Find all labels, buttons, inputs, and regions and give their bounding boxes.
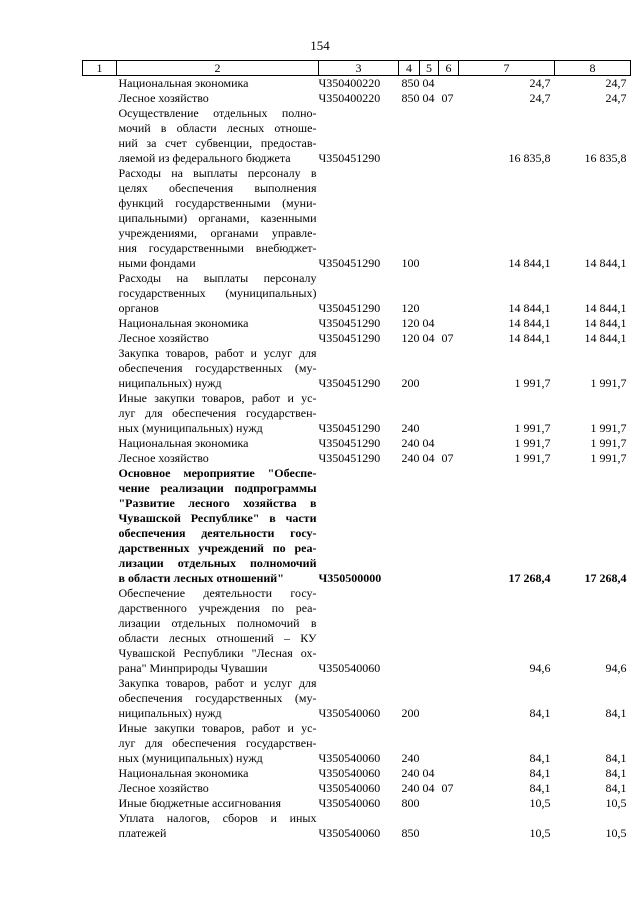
row-name-line: Национальная экономика xyxy=(118,76,249,90)
subsection-code xyxy=(439,271,459,316)
subsection-code xyxy=(439,391,459,436)
target-article-code: Ч350451290 xyxy=(318,301,381,315)
expense-type-code: 120 xyxy=(401,331,420,345)
section-code: 04 xyxy=(422,91,435,105)
amount-col7: 14 844,1 xyxy=(508,331,551,345)
row-name-cell xyxy=(117,346,319,391)
row-name-line: функций государственными (муни- xyxy=(118,196,317,210)
row-name-cell xyxy=(117,796,319,811)
row-name-line: органов xyxy=(118,301,159,315)
expense-type-code: 240 xyxy=(401,751,420,765)
table-row xyxy=(83,331,631,346)
row-name-line: Лесное хозяйство xyxy=(118,331,209,345)
row-number-cell xyxy=(83,271,117,316)
target-article-code: Ч350451290 xyxy=(318,256,381,270)
row-name-line: целях обеспечения выполнения xyxy=(118,181,317,195)
row-number-cell xyxy=(83,796,117,811)
row-number-cell xyxy=(83,331,117,346)
amount-col7: 10,5 xyxy=(529,796,551,810)
expense-type-code: 800 xyxy=(401,796,420,810)
row-name-cell xyxy=(117,466,319,586)
row-name-line: платежей xyxy=(118,826,167,840)
amount-col7: 84,1 xyxy=(529,751,551,765)
row-name-line: Иные закупки товаров, работ и ус- xyxy=(118,391,317,405)
subsection-code xyxy=(439,721,459,766)
section-code: 04 xyxy=(422,781,435,795)
target-article-code: Ч350540060 xyxy=(318,796,381,810)
row-name-line: луг для обеспечения государствен- xyxy=(118,406,317,420)
row-name-line: ципальными) органами, казенными xyxy=(118,211,317,225)
row-name-line: Иные бюджетные ассигнования xyxy=(118,796,281,810)
amount-col7: 14 844,1 xyxy=(508,256,551,270)
table-row xyxy=(83,436,631,451)
target-article-code: Ч350451290 xyxy=(318,436,381,450)
expense-type-code: 240 xyxy=(401,436,420,450)
row-number-cell xyxy=(83,106,117,166)
section-code xyxy=(420,166,439,271)
amount-col7: 1 991,7 xyxy=(514,421,551,435)
amount-col7: 14 844,1 xyxy=(508,316,551,330)
section-code xyxy=(420,586,439,676)
row-name-cell xyxy=(117,781,319,796)
row-name-cell xyxy=(117,91,319,106)
target-article-code: Ч350451290 xyxy=(318,376,381,390)
row-name-cell xyxy=(117,766,319,781)
row-name-line: Национальная экономика xyxy=(118,436,249,450)
expense-type-code: 120 xyxy=(401,301,420,315)
expense-type-code: 850 xyxy=(401,76,420,90)
row-number-cell xyxy=(83,721,117,766)
row-name-line: Основное мероприятие "Обеспе- xyxy=(118,466,317,480)
table-row xyxy=(83,781,631,796)
amount-col8: 10,5 xyxy=(605,796,627,810)
header-cell: 1 xyxy=(83,61,117,76)
subsection-code xyxy=(439,811,459,841)
row-name-line: Чувашской Республике" в части xyxy=(118,511,317,525)
section-code xyxy=(420,811,439,841)
amount-col8: 16 835,8 xyxy=(584,151,627,165)
table-row xyxy=(83,106,631,166)
row-number-cell xyxy=(83,811,117,841)
expense-type-code: 240 xyxy=(401,421,420,435)
section-code: 04 xyxy=(422,76,435,90)
row-number-cell xyxy=(83,76,117,92)
row-name-line: ниципальных) нужд xyxy=(118,376,222,390)
target-article-code: Ч350540060 xyxy=(318,826,381,840)
row-name-cell xyxy=(117,166,319,271)
row-name-cell xyxy=(117,586,319,676)
amount-col8: 10,5 xyxy=(605,826,627,840)
header-cell: 3 xyxy=(319,61,399,76)
row-number-cell xyxy=(83,91,117,106)
amount-col7: 14 844,1 xyxy=(508,301,551,315)
table-row xyxy=(83,166,631,271)
amount-col7: 16 835,8 xyxy=(508,151,551,165)
target-article-code: Ч350451290 xyxy=(318,331,381,345)
table-row xyxy=(83,316,631,331)
subsection-code xyxy=(439,586,459,676)
expense-type-code xyxy=(399,586,420,676)
row-name-line: Чувашской Республики "Лесная ох- xyxy=(118,646,317,660)
subsection-code xyxy=(439,676,459,721)
amount-col7: 1 991,7 xyxy=(514,451,551,465)
expense-type-code: 120 xyxy=(401,316,420,330)
subsection-code: 07 xyxy=(441,781,454,795)
target-article-code: Ч350540060 xyxy=(318,766,381,780)
row-name-cell xyxy=(117,76,319,92)
row-name-line: дарственного учреждения по реа- xyxy=(118,601,317,615)
row-number-cell xyxy=(83,391,117,436)
amount-col7: 10,5 xyxy=(529,826,551,840)
expense-type-code xyxy=(399,466,420,586)
row-name-line: Лесное хозяйство xyxy=(118,91,209,105)
row-name-line: обеспечения государственных (му- xyxy=(118,361,317,375)
row-name-line: ных (муниципальных) нужд xyxy=(118,421,263,435)
amount-col8: 84,1 xyxy=(605,706,627,720)
row-name-line: Закупка товаров, работ и услуг для xyxy=(118,346,317,360)
row-name-line: ниципальных) нужд xyxy=(118,706,222,720)
amount-col8: 24,7 xyxy=(605,91,627,105)
row-name-line: Осуществление отдельных полно- xyxy=(118,106,317,120)
expense-type-code: 200 xyxy=(401,376,420,390)
row-name-line: в области лесных отношений" xyxy=(118,571,284,585)
section-code xyxy=(420,676,439,721)
subsection-code xyxy=(439,766,459,781)
row-name-line: Лесное хозяйство xyxy=(118,781,209,795)
amount-col7: 1 991,7 xyxy=(514,376,551,390)
table-row xyxy=(83,76,631,92)
amount-col7: 24,7 xyxy=(529,76,551,90)
row-number-cell xyxy=(83,451,117,466)
table-row xyxy=(83,91,631,106)
amount-col8: 84,1 xyxy=(605,751,627,765)
table-row xyxy=(83,271,631,316)
header-cell: 7 xyxy=(459,61,555,76)
table-row xyxy=(83,391,631,436)
row-name-cell xyxy=(117,451,319,466)
row-name-line: дарственных учреждений по реа- xyxy=(118,541,317,555)
row-name-cell xyxy=(117,811,319,841)
expense-type-code: 850 xyxy=(401,826,420,840)
amount-col7: 94,6 xyxy=(529,661,551,675)
amount-col7: 84,1 xyxy=(529,781,551,795)
row-name-line: области лесных отношений – КУ xyxy=(118,631,317,645)
amount-col7: 17 268,4 xyxy=(508,571,551,585)
table-row xyxy=(83,811,631,841)
section-code: 04 xyxy=(422,766,435,780)
subsection-code xyxy=(439,466,459,586)
row-name-line: "Развитие лесного хозяйства в xyxy=(118,496,317,510)
target-article-code: Ч350451290 xyxy=(318,451,381,465)
row-name-line: Расходы на выплаты персоналу в xyxy=(118,166,317,180)
row-number-cell xyxy=(83,466,117,586)
section-code xyxy=(420,106,439,166)
row-name-line: Обеспечение деятельности госу- xyxy=(118,586,317,600)
row-name-cell xyxy=(117,316,319,331)
row-name-line: Национальная экономика xyxy=(118,316,249,330)
table-row xyxy=(83,346,631,391)
subsection-code xyxy=(439,796,459,811)
section-code: 04 xyxy=(422,451,435,465)
row-name-line: лизации отдельных полномочий в xyxy=(118,616,317,630)
row-number-cell xyxy=(83,766,117,781)
row-name-line: рана" Минприроды Чувашии xyxy=(118,661,268,675)
subsection-code: 07 xyxy=(441,331,454,345)
amount-col8: 14 844,1 xyxy=(584,316,627,330)
header-cell: 5 xyxy=(420,61,439,76)
row-name-line: государственных (муниципальных) xyxy=(118,286,317,300)
row-number-cell xyxy=(83,346,117,391)
row-name-line: луг для обеспечения государствен- xyxy=(118,736,317,750)
row-name-line: ния государственными внебюджет- xyxy=(118,241,317,255)
row-name-cell xyxy=(117,676,319,721)
header-cell: 2 xyxy=(117,61,319,76)
row-name-cell xyxy=(117,106,319,166)
row-name-line: Уплата налогов, сборов и иных xyxy=(118,811,317,825)
amount-col8: 94,6 xyxy=(605,661,627,675)
subsection-code xyxy=(439,106,459,166)
row-name-line: чение реализации подпрограммы xyxy=(118,481,317,495)
row-name-cell xyxy=(117,271,319,316)
section-code: 04 xyxy=(422,436,435,450)
row-name-line: Закупка товаров, работ и услуг для xyxy=(118,676,317,690)
table-row xyxy=(83,586,631,676)
subsection-code xyxy=(439,436,459,451)
row-number-cell xyxy=(83,316,117,331)
amount-col8: 14 844,1 xyxy=(584,256,627,270)
section-code xyxy=(420,796,439,811)
amount-col8: 84,1 xyxy=(605,766,627,780)
target-article-code: Ч350451290 xyxy=(318,421,381,435)
header-cell: 8 xyxy=(555,61,631,76)
header-cell: 4 xyxy=(399,61,420,76)
section-code: 04 xyxy=(422,316,435,330)
target-article-code: Ч350540060 xyxy=(318,706,381,720)
amount-col7: 84,1 xyxy=(529,766,551,780)
row-name-line: ляемой из федерального бюджета xyxy=(118,151,291,165)
row-number-cell xyxy=(83,781,117,796)
table-row xyxy=(83,766,631,781)
row-number-cell xyxy=(83,436,117,451)
column-number-header xyxy=(83,61,631,76)
section-code xyxy=(420,346,439,391)
expense-type-code: 240 xyxy=(401,451,420,465)
expense-type-code: 240 xyxy=(401,781,420,795)
row-name-line: Национальная экономика xyxy=(118,766,249,780)
row-name-line: ных (муниципальных) нужд xyxy=(118,751,263,765)
amount-col7: 84,1 xyxy=(529,706,551,720)
target-article-code: Ч350451290 xyxy=(318,316,381,330)
row-name-cell xyxy=(117,331,319,346)
target-article-code: Ч350540060 xyxy=(318,751,381,765)
amount-col8: 1 991,7 xyxy=(590,421,627,435)
amount-col8: 1 991,7 xyxy=(590,451,627,465)
expense-type-code xyxy=(399,106,420,166)
amount-col8: 14 844,1 xyxy=(584,301,627,315)
row-name-line: Расходы на выплаты персоналу xyxy=(118,271,317,285)
target-article-code: Ч350540060 xyxy=(318,781,381,795)
amount-col8: 84,1 xyxy=(605,781,627,795)
amount-col8: 17 268,4 xyxy=(584,571,627,585)
section-code xyxy=(420,721,439,766)
row-name-cell xyxy=(117,721,319,766)
table-row xyxy=(83,451,631,466)
table-row xyxy=(83,796,631,811)
target-article-code: Ч350540060 xyxy=(318,661,381,675)
page-number: 154 xyxy=(310,38,330,53)
expense-type-code: 240 xyxy=(401,766,420,780)
subsection-code xyxy=(439,166,459,271)
row-name-cell xyxy=(117,391,319,436)
row-name-line: Иные закупки товаров, работ и ус- xyxy=(118,721,317,735)
table-row xyxy=(83,721,631,766)
expense-type-code: 100 xyxy=(401,256,420,270)
subsection-code xyxy=(439,346,459,391)
amount-col8: 24,7 xyxy=(605,76,627,90)
budget-table xyxy=(82,60,631,841)
section-code xyxy=(420,466,439,586)
row-name-line: обеспечения государственных (му- xyxy=(118,691,317,705)
section-code xyxy=(420,391,439,436)
amount-col8: 14 844,1 xyxy=(584,331,627,345)
section-code xyxy=(420,271,439,316)
amount-col8: 1 991,7 xyxy=(590,436,627,450)
target-article-code: Ч350500000 xyxy=(318,571,382,585)
amount-col7: 24,7 xyxy=(529,91,551,105)
target-article-code: Ч350451290 xyxy=(318,151,381,165)
expense-type-code: 850 xyxy=(401,91,420,105)
section-code: 04 xyxy=(422,331,435,345)
row-name-line: ний за счет субвенции, предостав- xyxy=(118,136,317,150)
row-name-line: ными фондами xyxy=(118,256,196,270)
row-name-line: обеспечения деятельности госу- xyxy=(118,526,317,540)
subsection-code xyxy=(439,76,459,92)
row-number-cell xyxy=(83,676,117,721)
expense-type-code: 200 xyxy=(401,706,420,720)
row-name-line: лизации отдельных полномочий xyxy=(118,556,317,570)
amount-col8: 1 991,7 xyxy=(590,376,627,390)
target-article-code: Ч350400220 xyxy=(318,91,381,105)
subsection-code: 07 xyxy=(441,91,454,105)
row-number-cell xyxy=(83,166,117,271)
row-name-line: учреждениями, органами управле- xyxy=(118,226,317,240)
amount-col7: 1 991,7 xyxy=(514,436,551,450)
row-number-cell xyxy=(83,586,117,676)
subsection-code: 07 xyxy=(441,451,454,465)
header-cell: 6 xyxy=(439,61,459,76)
row-name-line: мочий в области лесных отноше- xyxy=(118,121,317,135)
subsection-code xyxy=(439,316,459,331)
table-row xyxy=(83,466,631,586)
table-row xyxy=(83,676,631,721)
target-article-code: Ч350400220 xyxy=(318,76,381,90)
row-name-line: Лесное хозяйство xyxy=(118,451,209,465)
row-name-cell xyxy=(117,436,319,451)
